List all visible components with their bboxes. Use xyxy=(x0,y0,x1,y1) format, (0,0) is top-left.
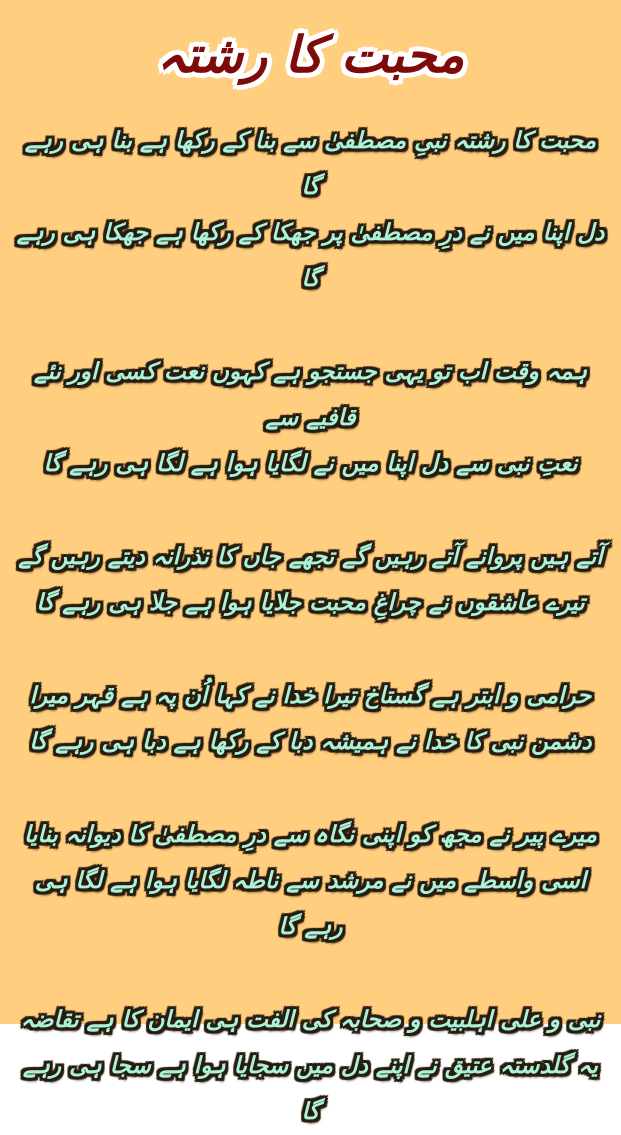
poem-line: میرے پیر نے مجھ کو اپنی نگاہ سے درِ مصطفیٰ کا دیوانہ بنایا xyxy=(24,822,597,848)
stanza-1 xyxy=(0,118,621,302)
poem-line: محبت کا رشتہ نبیِ مصطفیٰ سے بنا کے رکھا ہے بنا ہی رہے گا xyxy=(24,128,597,200)
poem-line: دشمن نبی کا خدا نے ہمیشہ دبا کے رکھا ہے دبا ہی رہے گا xyxy=(29,729,592,755)
poem-line: حرامی و ابتر ہے گستاخ تیرا خدا نے کہا اُن پہ ہے قہر میرا xyxy=(29,683,592,709)
stanza-5 xyxy=(0,812,621,950)
poem-line: ہمہ وقت اب تو یہی جستجو ہے کہوں نعت کسی اور نئے قافیے سے xyxy=(33,359,588,431)
poem-line: تیرے عاشقوں نے چراغِ محبت جلایا ہوا ہے جلا ہی رہے گا xyxy=(36,590,585,616)
stanza-6 xyxy=(0,997,621,1135)
poem-line: اسی واسطے میں نے مرشد سے ناطہ لگایا ہوا ہے لگا ہی رہے گا xyxy=(34,868,587,940)
stanza-3 xyxy=(0,534,621,626)
stanza-2 xyxy=(0,349,621,487)
poem-body xyxy=(0,118,621,1135)
poem-line: یہ گلدستہ عتیق نے اپنے دل میں سجایا ہوا ہے سجا ہی رہے گا xyxy=(23,1053,598,1125)
poem-line: نبی و علی اہلبیت و صحابہ کی الفت ہی ایمان کا ہے تقاضہ xyxy=(20,1007,601,1033)
poem-line: دل اپنا میں نے درِ مصطفیٰ پر جھکا کے رکھا ہے جھکا ہی رہے گا xyxy=(16,220,605,292)
stanza-4 xyxy=(0,673,621,765)
poem-title: محبت کا رشتہ xyxy=(156,26,465,84)
poem-line: آتے ہیں پروانے آتے رہیں گے تجھے جاں کا نذرانہ دیتے رہیں گے xyxy=(18,544,603,570)
poem-line: نعتِ نبی سے دل اپنا میں نے لگایا ہوا ہے لگا ہی رہے گا xyxy=(43,451,578,477)
